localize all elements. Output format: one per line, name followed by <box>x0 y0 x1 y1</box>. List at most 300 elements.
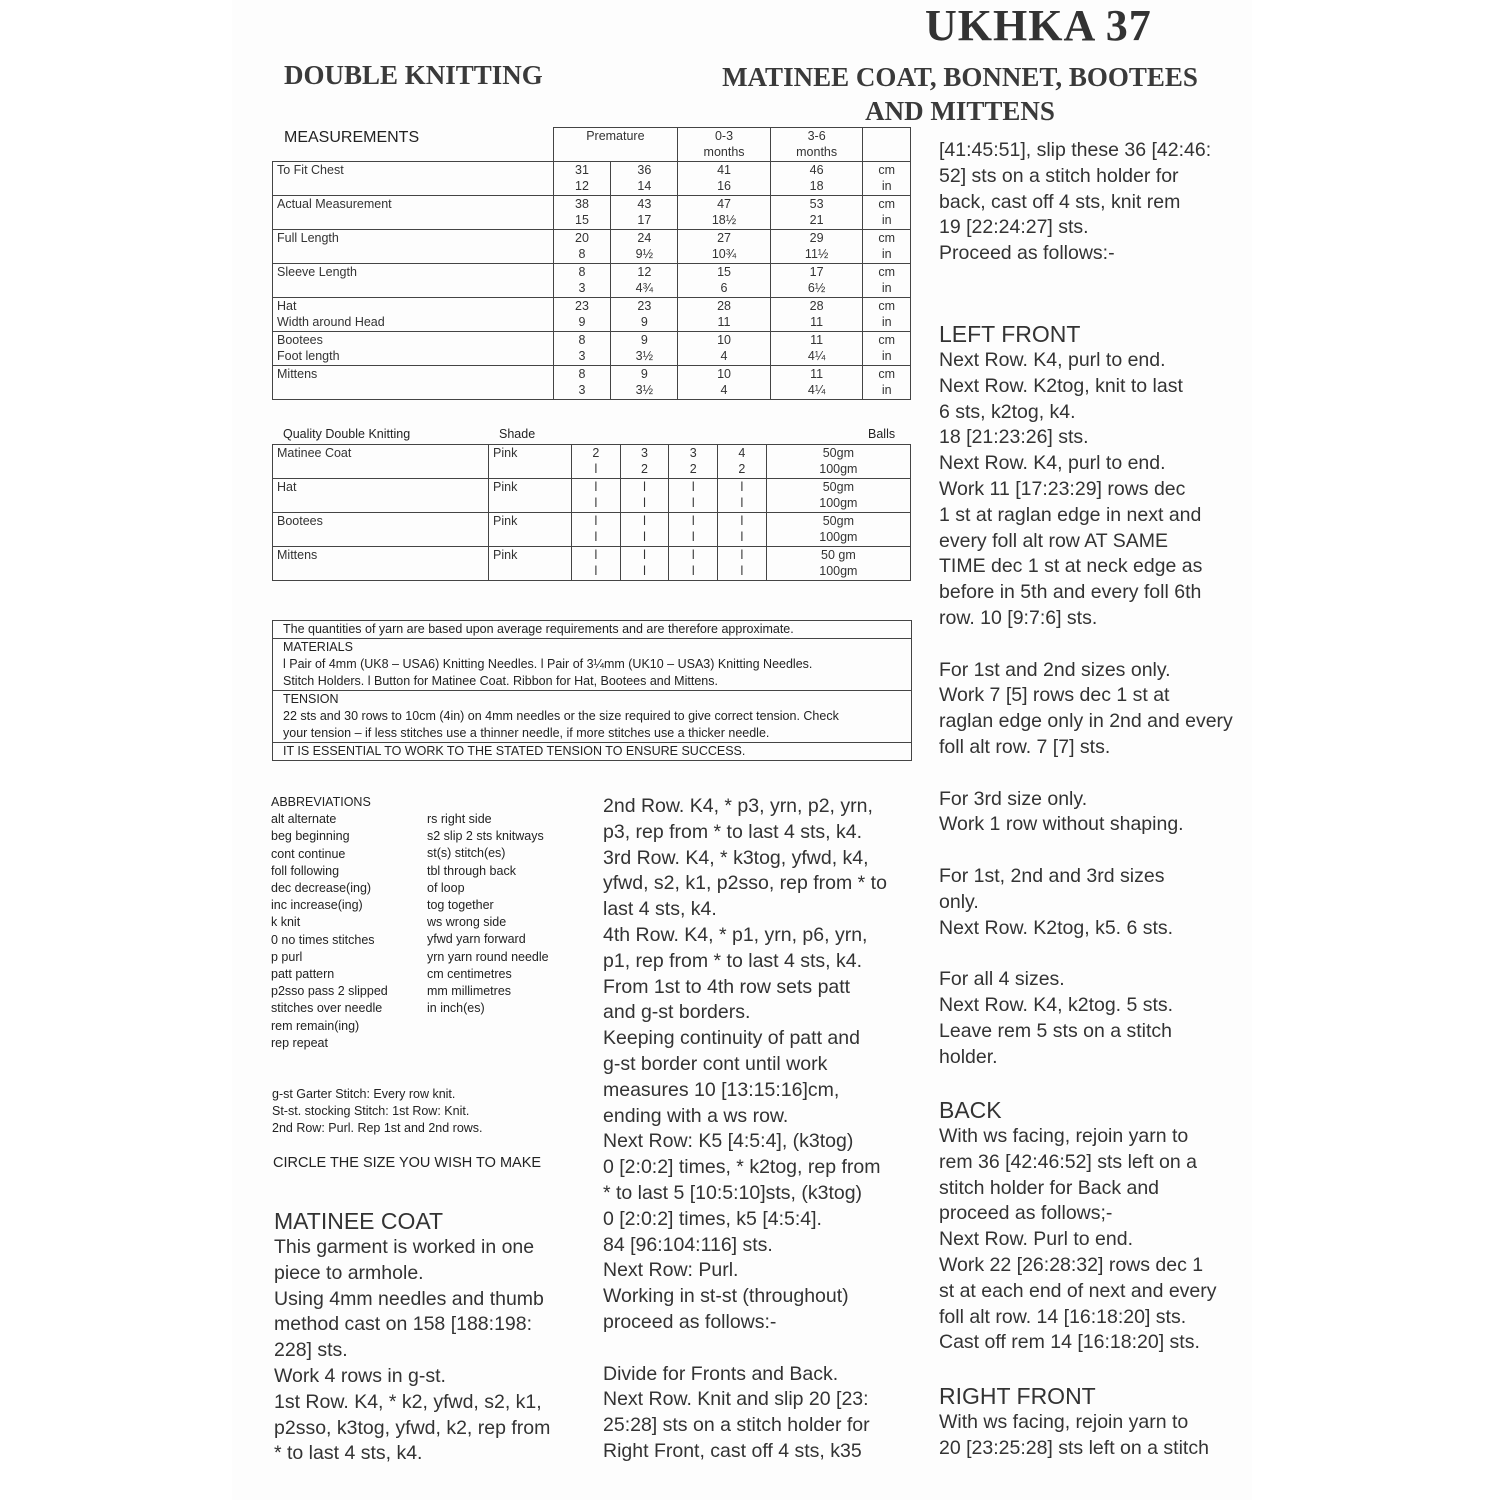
measurement-value <box>770 162 863 196</box>
value-in: 11½ <box>804 247 829 261</box>
text-line: * to last 5 [10:5:10]sts, (k3tog) <box>603 1181 863 1204</box>
measurement-value <box>678 162 771 196</box>
yarn-row <box>273 513 911 547</box>
qty-50gm: l <box>643 514 646 528</box>
text-line: foll alt row. 14 [16:18:20] sts. <box>939 1305 1187 1328</box>
measurement-value <box>770 196 863 230</box>
measurement-units <box>863 264 911 298</box>
text-line: method cast on 158 [188:198: <box>274 1313 533 1336</box>
value-cm: 10 <box>717 367 731 381</box>
value-cm: 53 <box>809 197 824 211</box>
value-in: 10¾ <box>711 247 737 261</box>
value-cm: 17 <box>809 265 824 279</box>
yarn-quantity <box>620 479 669 513</box>
unit: 50gm <box>822 514 855 528</box>
measurement-value <box>611 298 678 332</box>
qty-100gm: 2 <box>689 462 697 476</box>
value-cm: 24 <box>637 231 652 245</box>
text-line: * to last 4 sts, k4. <box>274 1442 423 1465</box>
text-line: Work 1 row without shaping. <box>939 813 1184 836</box>
qty-100gm: l <box>740 564 744 578</box>
qty-100gm: l <box>643 530 646 544</box>
text-line: Cast off rem 14 [16:18:20] sts. <box>939 1331 1200 1354</box>
section-heading: LEFT FRONT <box>939 320 1081 347</box>
unit: in <box>881 213 892 227</box>
yarn-weight-title: DOUBLE KNITTING <box>284 60 543 90</box>
text-line: proceed as follows;- <box>939 1202 1113 1225</box>
yarn-quantity <box>620 513 669 547</box>
text-line: p3, rep from * to last 4 sts, k4. <box>603 820 863 843</box>
value-cm: 47 <box>717 197 731 211</box>
text-line: raglan edge only in 2nd and every <box>939 710 1233 733</box>
tension-warning: IT IS ESSENTIAL TO WORK TO THE STATED TENSION TO ENSURE SUCCESS. <box>273 742 911 760</box>
unit: in <box>881 349 892 363</box>
yarn-quantity <box>572 479 621 513</box>
abbreviation: rs right side <box>427 812 492 826</box>
text-line: For 3rd size only. <box>939 787 1088 810</box>
abbreviations-heading: ABBREVIATIONS <box>271 795 371 809</box>
measurement-row <box>273 196 911 230</box>
value-in: 18 <box>809 179 824 193</box>
yarn-row <box>273 547 911 581</box>
text-line: only. <box>939 890 979 913</box>
qty-50gm: l <box>643 548 646 562</box>
yarn-units <box>766 445 910 479</box>
abbreviation: patt pattern <box>271 967 335 982</box>
text-line: measures 10 [13:15:16]cm, <box>603 1078 840 1101</box>
yarn-row <box>273 445 911 479</box>
text-line: 19 [22:24:27] sts. <box>939 216 1089 239</box>
qty-100gm: 2 <box>738 462 746 476</box>
abbreviation: s2 slip 2 sts knitways <box>427 829 544 844</box>
col-label: 0-3 <box>714 129 734 143</box>
yarn-quantity <box>669 479 718 513</box>
col-premature: Premature <box>553 128 678 162</box>
qty-100gm: l <box>740 496 744 510</box>
qty-50gm: l <box>740 548 744 562</box>
yarn-quantity <box>572 547 621 581</box>
qty-100gm: l <box>643 496 646 510</box>
text-line: 6 sts, k2tog, k4. <box>939 400 1076 423</box>
value-in: 3 <box>578 383 586 397</box>
col-3-6-months <box>770 128 863 162</box>
materials-box <box>272 620 912 761</box>
yarn-quantity <box>572 513 621 547</box>
abbreviation: rep repeat <box>271 1035 328 1050</box>
value-in: 3 <box>578 281 586 295</box>
qty-50gm: l <box>691 514 695 528</box>
text-line: 1st Row. K4, * k2, yfwd, s2, k1, <box>274 1390 542 1413</box>
yarn-quantity <box>669 513 718 547</box>
value-cm: 12 <box>637 265 652 279</box>
unit: 100gm <box>819 462 858 476</box>
text-line: Work 7 [5] rows dec 1 st at <box>939 684 1170 707</box>
text-line: This garment is worked in one <box>274 1236 535 1258</box>
header-units <box>863 128 911 162</box>
size-instruction: CIRCLE THE SIZE YOU WISH TO MAKE <box>273 1155 542 1171</box>
abbreviation: mm millimetres <box>427 984 512 999</box>
text-line: last 4 sts, k4. <box>603 898 717 921</box>
abbreviation: dec decrease(ing) <box>271 881 372 896</box>
value-cm: 29 <box>809 231 824 245</box>
text-line: Next Row. Knit and slip 20 [23: <box>603 1388 869 1411</box>
label-line: To Fit Chest <box>277 163 344 177</box>
qty-50gm: l <box>594 548 598 562</box>
measurement-value <box>611 264 678 298</box>
qty-100gm: l <box>691 564 695 578</box>
tension-heading: TENSION <box>273 690 911 708</box>
yarn-quantity <box>718 445 767 479</box>
text-line: 228] sts. <box>274 1339 348 1362</box>
column-3 <box>939 138 1239 1462</box>
qty-100gm: l <box>594 496 598 510</box>
label-line: Full Length <box>277 231 339 245</box>
text-line: Using 4mm needles and thumb <box>274 1287 544 1310</box>
label-line: Hat <box>277 299 297 313</box>
unit: in <box>881 315 892 329</box>
col-0-3-months <box>678 128 771 162</box>
value-cm: 23 <box>637 299 652 313</box>
measurement-value <box>611 332 678 366</box>
yarn-quantity <box>718 479 767 513</box>
abbreviations-left <box>271 794 388 1052</box>
text-line: Proceed as follows:- <box>939 242 1115 265</box>
measurement-label <box>273 264 554 298</box>
abbreviations-right <box>427 811 549 1017</box>
value-cm: 36 <box>637 163 652 177</box>
measurement-value <box>770 298 863 332</box>
unit: 100gm <box>819 530 858 544</box>
text-line: Next Row: K5 [4:5:4], (k3tog) <box>603 1130 854 1153</box>
text-line: 20 [23:25:28] sts left on a stitch <box>939 1436 1209 1459</box>
value-in: 9 <box>640 315 648 329</box>
yarn-units <box>766 513 910 547</box>
text-line: TIME dec 1 st at neck edge as <box>939 555 1203 578</box>
abbreviation: beg beginning <box>271 829 350 844</box>
yarn-item: Hat <box>273 479 489 513</box>
text-line: row. 10 [9:7:6] sts. <box>939 606 1098 629</box>
quantities-note: The quantities of yarn are based upon average requirements and are therefore approximate. <box>283 622 794 636</box>
unit: cm <box>878 333 896 347</box>
text-line: Next Row. K4, k2tog. 5 sts. <box>939 993 1174 1016</box>
abbreviation: cm centimetres <box>427 966 512 981</box>
yarn-shade: Pink <box>489 513 572 547</box>
value-in: 18½ <box>711 213 737 227</box>
qty-100gm: l <box>691 530 695 544</box>
abbreviation: yrn yarn round needle <box>427 949 549 964</box>
section-heading: MATINEE COAT <box>274 1208 444 1234</box>
value-in: 14 <box>637 179 652 193</box>
text-line: 3rd Row. K4, * k3tog, yfwd, k4, <box>603 846 869 869</box>
text-line: 18 [21:23:26] sts. <box>939 426 1089 449</box>
tension-line: 22 sts and 30 rows to 10cm (4in) on 4mm needles or the size required to give correct tension. Check <box>283 709 839 723</box>
abbreviation: k knit <box>271 915 301 930</box>
materials-line: l Pair of 4mm (UK8 – USA6) Knitting Needles. l Pair of 3¼mm (UK10 – USA3) Knitting Needles. <box>283 657 813 671</box>
measurement-label <box>273 332 554 366</box>
text-line: 25:28] sts on a stitch holder for <box>603 1414 870 1437</box>
text-line: piece to armhole. <box>274 1261 424 1284</box>
measurement-label <box>273 162 554 196</box>
value-in: 16 <box>717 179 731 193</box>
measurement-row <box>273 264 911 298</box>
unit: 50 gm <box>821 548 856 562</box>
unit: 50gm <box>822 446 855 460</box>
measurement-value <box>553 332 611 366</box>
unit: cm <box>878 299 896 313</box>
header-blank <box>273 128 554 162</box>
yarn-units <box>766 547 910 581</box>
abbreviation: stitches over needle <box>271 1001 383 1016</box>
abbreviation: yfwd yarn forward <box>427 932 526 947</box>
abbreviation: p purl <box>271 949 303 964</box>
qty-50gm: l <box>691 548 695 562</box>
text-line: Work 22 [26:28:32] rows dec 1 <box>939 1254 1204 1277</box>
value-cm: 8 <box>578 333 586 347</box>
label-line: Width around Head <box>277 315 385 329</box>
measurement-value <box>611 230 678 264</box>
qty-50gm: 2 <box>592 446 600 460</box>
text-line: stitch holder for Back and <box>939 1176 1160 1199</box>
text-line: With ws facing, rejoin yarn to <box>939 1411 1189 1434</box>
value-cm: 41 <box>717 163 731 177</box>
value-in: 4¾ <box>635 281 654 295</box>
text-line: Leave rem 5 sts on a stitch <box>939 1019 1173 1042</box>
abbreviation: st(s) stitch(es) <box>427 846 506 861</box>
text-line: Keeping continuity of patt and <box>603 1027 860 1050</box>
value-in: 15 <box>575 213 589 227</box>
measurement-units <box>863 332 911 366</box>
value-cm: 9 <box>640 367 648 381</box>
col-label: 3-6 <box>807 129 826 143</box>
value-in: 11 <box>810 315 824 329</box>
yarn-item: Matinee Coat <box>273 445 489 479</box>
measurement-row <box>273 298 911 332</box>
unit: in <box>881 247 892 261</box>
yarn-units <box>766 479 910 513</box>
value-cm: 23 <box>575 299 589 313</box>
qty-100gm: l <box>594 564 598 578</box>
measurement-label <box>273 366 554 400</box>
text-line: 2nd Row. K4, * p3, yrn, p2, yrn, <box>603 795 873 817</box>
measurement-value <box>611 196 678 230</box>
measurement-value <box>678 196 771 230</box>
abbreviation: tbl through back <box>427 863 516 878</box>
yarn-item: Mittens <box>273 547 489 581</box>
measurements-table <box>272 127 911 400</box>
text-line: g-st border cont until work <box>603 1052 828 1075</box>
text-line: and g-st borders. <box>603 1001 751 1024</box>
text-line: p1, rep from * to last 4 sts, k4. <box>603 949 863 972</box>
qty-50gm: 3 <box>641 446 648 460</box>
abbreviation: foll following <box>271 863 340 878</box>
measurements-heading: MEASUREMENTS <box>284 129 420 146</box>
measurements-header-row <box>273 128 911 162</box>
value-in: 17 <box>637 213 652 227</box>
measurement-row <box>273 230 911 264</box>
yarn-shade: Pink <box>489 445 572 479</box>
abbreviation: in inch(es) <box>427 1001 485 1016</box>
qty-50gm: 4 <box>738 446 746 460</box>
col-label: months <box>796 145 838 159</box>
label-line: Bootees <box>277 333 323 347</box>
text-line: 0 [2:0:2] times, k5 [4:5:4]. <box>603 1207 822 1230</box>
text-line: foll alt row. 7 [7] sts. <box>939 735 1111 758</box>
measurement-label <box>273 196 554 230</box>
qty-100gm: l <box>594 462 598 476</box>
measurement-value <box>678 264 771 298</box>
value-in: 11 <box>717 315 731 329</box>
measurement-value <box>553 298 611 332</box>
abbreviation: cont continue <box>271 846 346 861</box>
measurement-units <box>863 366 911 400</box>
measurement-units <box>863 298 911 332</box>
text-line: Divide for Fronts and Back. <box>603 1362 839 1385</box>
text-line: Next Row. K4, purl to end. <box>939 452 1166 475</box>
measurement-row <box>273 366 911 400</box>
abbreviation: rem remain(ing) <box>271 1018 360 1033</box>
label-line: Actual Measurement <box>277 197 392 211</box>
tension-line: your tension – if less stitches use a thinner needle, if more stitches use a thicker needle. <box>283 726 770 740</box>
text-line: For all 4 sizes. <box>939 968 1065 991</box>
measurement-value <box>770 366 863 400</box>
abbreviation: of loop <box>427 880 465 895</box>
text-line: p2sso, k3tog, yfwd, k2, rep from <box>274 1416 551 1439</box>
value-in: 3½ <box>635 349 654 363</box>
value-cm: 28 <box>717 299 731 313</box>
text-line: [41:45:51], slip these 36 [42:46: <box>939 139 1212 161</box>
measurement-row <box>273 162 911 196</box>
value-cm: 8 <box>578 367 586 381</box>
value-in: 12 <box>575 179 589 193</box>
unit: cm <box>878 265 896 279</box>
unit: in <box>881 179 892 193</box>
measurement-units <box>863 230 911 264</box>
text-line: 84 [96:104:116] sts. <box>603 1233 773 1256</box>
qty-50gm: l <box>691 480 695 494</box>
qty-50gm: l <box>594 480 598 494</box>
value-in: 9 <box>578 315 586 329</box>
text-line: Right Front, cast off 4 sts, k35 <box>603 1439 862 1462</box>
value-in: 9½ <box>635 247 654 261</box>
measurement-value <box>678 230 771 264</box>
value-in: 4¼ <box>807 349 826 363</box>
measurement-value <box>553 230 611 264</box>
balls-heading: Balls <box>868 427 896 441</box>
text-line: Next Row. K4, purl to end. <box>939 348 1166 371</box>
unit: in <box>881 281 892 295</box>
unit: in <box>881 383 892 397</box>
value-in: 4 <box>720 349 728 363</box>
label-line: Foot length <box>277 349 340 363</box>
value-cm: 43 <box>637 197 652 211</box>
materials-heading: MATERIALS <box>273 638 911 656</box>
qty-100gm: l <box>643 564 646 578</box>
text-line: back, cast off 4 sts, knit rem <box>939 190 1181 213</box>
text-line: 0 [2:0:2] times, * k2tog, rep from <box>603 1156 881 1179</box>
qty-50gm: l <box>740 480 744 494</box>
measurement-row <box>273 332 911 366</box>
text-line: st at each end of next and every <box>939 1279 1217 1302</box>
measurement-value <box>553 162 611 196</box>
yarn-quantity <box>572 445 621 479</box>
abbreviation: tog together <box>427 898 494 913</box>
measurement-value <box>678 366 771 400</box>
yarn-quality-heading: Quality Double Knitting <box>283 427 411 441</box>
col-label: months <box>703 145 745 159</box>
column-1 <box>274 1207 574 1467</box>
measurement-value <box>770 230 863 264</box>
unit: 50gm <box>822 480 855 494</box>
unit: 100gm <box>819 496 858 510</box>
value-cm: 8 <box>578 265 586 279</box>
shade-heading: Shade <box>499 427 536 441</box>
measurement-label <box>273 298 554 332</box>
yarn-quantity <box>669 445 718 479</box>
value-in: 4 <box>720 383 728 397</box>
value-cm: 38 <box>575 197 589 211</box>
text-line: yfwd, s2, k1, p2sso, rep from * to <box>603 872 887 895</box>
pattern-title: MATINEE COAT, BONNET, BOOTEES AND MITTENS <box>722 62 1198 126</box>
yarn-shade: Pink <box>489 547 572 581</box>
value-cm: 27 <box>717 231 731 245</box>
column-2 <box>603 794 913 1465</box>
section-heading: BACK <box>939 1097 1002 1124</box>
value-in: 6½ <box>807 281 826 295</box>
text-line: holder. <box>939 1045 998 1068</box>
yarn-shade: Pink <box>489 479 572 513</box>
text-line: Next Row. K2tog, k5. 6 sts. <box>939 916 1174 939</box>
value-cm: 15 <box>717 265 731 279</box>
yarn-quantity <box>669 547 718 581</box>
measurement-units <box>863 196 911 230</box>
qty-100gm: l <box>594 530 598 544</box>
text-line: every foll alt row AT SAME <box>939 529 1169 552</box>
value-in: 3½ <box>635 383 654 397</box>
value-cm: 11 <box>810 367 824 381</box>
text-line: proceed as follows:- <box>603 1310 777 1333</box>
measurement-value <box>553 264 611 298</box>
value-cm: 11 <box>810 333 824 347</box>
value-in: 8 <box>578 247 586 261</box>
section-heading: RIGHT FRONT <box>939 1383 1096 1410</box>
value-cm: 31 <box>575 163 589 177</box>
unit: cm <box>878 231 896 245</box>
text-line: rem 36 [42:46:52] sts left on a <box>939 1150 1197 1173</box>
measurement-value <box>611 162 678 196</box>
yarn-table <box>272 444 911 581</box>
value-cm: 9 <box>640 333 648 347</box>
text-line: Next Row: Purl. <box>603 1259 739 1282</box>
abbreviation: 0 no times stitches <box>271 932 375 947</box>
abbreviation: alt alternate <box>271 812 337 827</box>
unit: cm <box>878 367 896 381</box>
materials-line: Stitch Holders. l Button for Matinee Coat. Ribbon for Hat, Bootees and Mittens. <box>283 674 718 688</box>
label-line: Mittens <box>277 367 318 381</box>
yarn-item: Bootees <box>273 513 489 547</box>
qty-100gm: 2 <box>641 462 648 476</box>
stitch-definitions: g-st Garter Stitch: Every row knit. St-st. stocking Stitch: 1st Row: Knit. 2nd Row: Purl. Rep 1st and 2nd rows. <box>272 1087 483 1135</box>
yarn-row <box>273 479 911 513</box>
qty-50gm: l <box>740 514 744 528</box>
measurement-value <box>770 332 863 366</box>
text-line: Next Row. K2tog, knit to last <box>939 374 1183 397</box>
abbreviation: ws wrong side <box>427 915 507 930</box>
text-line: For 1st, 2nd and 3rd sizes <box>939 864 1165 887</box>
value-in: 4¼ <box>807 383 826 397</box>
abbreviation: p2sso pass 2 slipped <box>271 984 388 999</box>
text-line: Work 11 [17:23:29] rows dec <box>939 477 1186 500</box>
value-cm: 46 <box>809 163 824 177</box>
